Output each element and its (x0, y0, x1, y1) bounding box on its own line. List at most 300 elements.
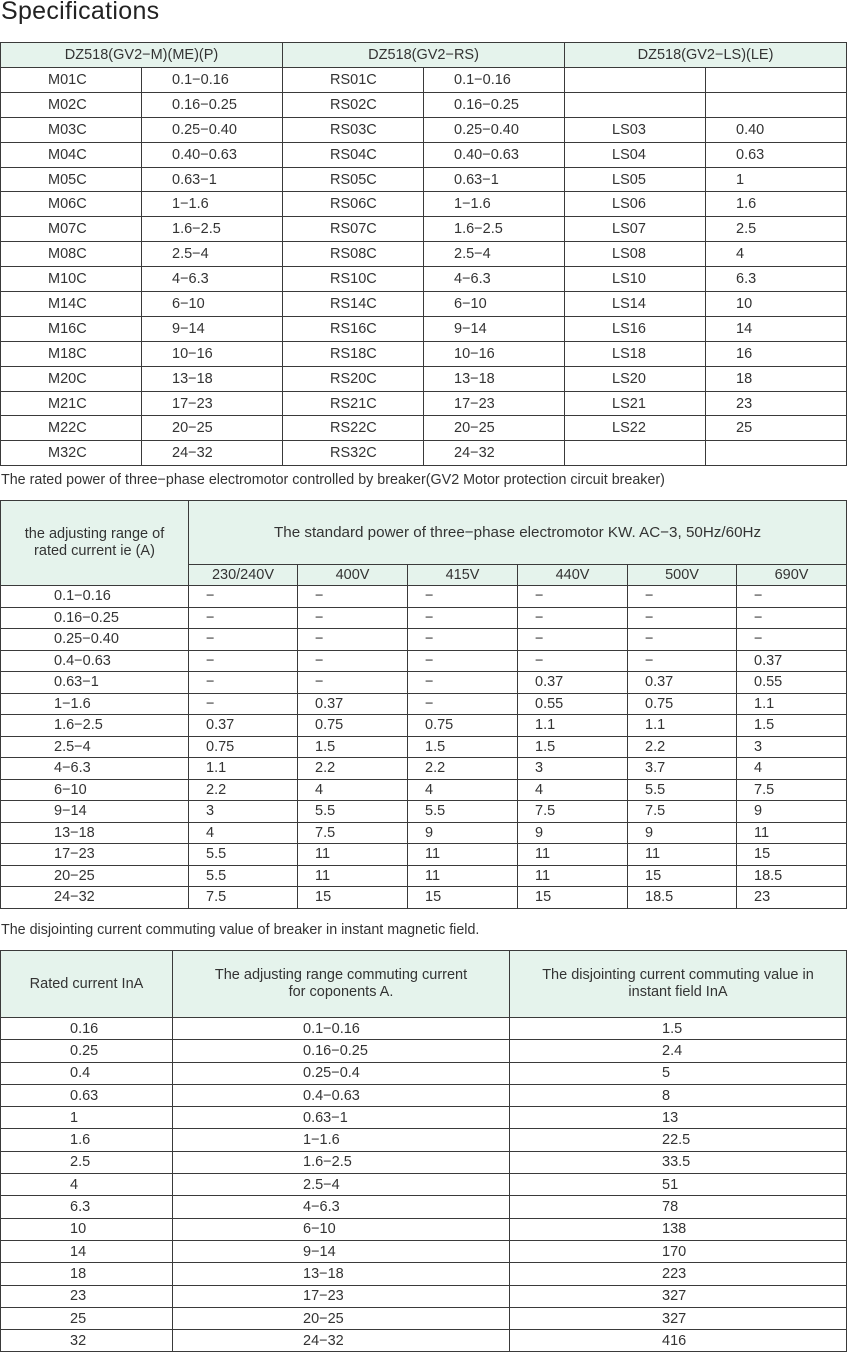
power-value-cell: − (518, 629, 628, 651)
ls-current-value: 16 (706, 341, 847, 366)
power-value-cell: 1.5 (518, 736, 628, 758)
power-value-cell: 23 (737, 887, 847, 909)
table-row (1, 822, 847, 844)
m-current-range: 0.40−0.63 (142, 142, 283, 167)
table-row (1, 267, 847, 292)
rated-current-cell: 1 (1, 1107, 173, 1129)
power-value-cell: 18.5 (628, 887, 737, 909)
ls-current-value: 2.5 (706, 217, 847, 242)
power-value-cell: 7.5 (518, 801, 628, 823)
current-range-cell: 20−25 (1, 865, 189, 887)
rs-current-range: 24−32 (424, 441, 565, 466)
table-header-row (1, 951, 847, 1018)
rated-current-cell: 0.25 (1, 1040, 173, 1062)
m-current-range: 2.5−4 (142, 242, 283, 267)
rs-current-range: 2.5−4 (424, 242, 565, 267)
power-value-cell: 7.5 (737, 779, 847, 801)
ls-current-value: 1.6 (706, 192, 847, 217)
power-value-cell: − (408, 607, 518, 629)
rs-model-code: RS20C (283, 366, 424, 391)
power-value-cell: − (628, 586, 737, 608)
power-value-cell: 1.1 (628, 715, 737, 737)
m-current-range: 1.6−2.5 (142, 217, 283, 242)
voltage-header: 500V (628, 565, 737, 586)
power-value-cell: 1.1 (737, 693, 847, 715)
ls-model-code: LS18 (565, 341, 706, 366)
adjusting-range-cell: 17−23 (173, 1285, 510, 1307)
adjusting-range-cell: 24−32 (173, 1330, 510, 1352)
ls-current-value (706, 68, 847, 93)
table-row (1, 217, 847, 242)
power-value-cell: − (628, 650, 737, 672)
rated-current-cell: 32 (1, 1330, 173, 1352)
table-row (1, 366, 847, 391)
power-value-cell: 9 (737, 801, 847, 823)
adjusting-range-cell: 0.4−0.63 (173, 1084, 510, 1106)
adjusting-range-cell: 6−10 (173, 1218, 510, 1240)
current-range-cell: 0.63−1 (1, 672, 189, 694)
power-value-cell: − (408, 672, 518, 694)
power-value-cell: 9 (408, 822, 518, 844)
m-model-code: M14C (1, 292, 142, 317)
power-value-cell: 3 (737, 736, 847, 758)
disjointing-value-cell: 5 (510, 1062, 847, 1084)
ls-model-code: LS16 (565, 316, 706, 341)
rs-model-code: RS18C (283, 341, 424, 366)
m-current-range: 0.25−0.40 (142, 117, 283, 142)
ls-model-code: LS10 (565, 267, 706, 292)
ls-current-value: 6.3 (706, 267, 847, 292)
rated-power-caption: The rated power of three−phase electromotor controlled by breaker(GV2 Motor protection circuit breaker) (1, 472, 665, 488)
adjusting-range-cell: 0.1−0.16 (173, 1018, 510, 1040)
table-row (1, 167, 847, 192)
table-row (1, 416, 847, 441)
disjointing-value-cell: 138 (510, 1218, 847, 1240)
table-row (1, 192, 847, 217)
m-model-code: M06C (1, 192, 142, 217)
table-row (1, 844, 847, 866)
power-value-cell: 3 (518, 758, 628, 780)
power-value-cell: 15 (298, 887, 408, 909)
standard-power-header: The standard power of three−phase electromotor KW. AC−3, 50Hz/60Hz (189, 501, 847, 565)
power-value-cell: − (518, 650, 628, 672)
power-value-cell: − (737, 629, 847, 651)
table-row (1, 1263, 847, 1285)
power-value-cell: 4 (189, 822, 298, 844)
rs-model-code: RS14C (283, 292, 424, 317)
adjusting-range-commuting-header: The adjusting range commuting current for coponents A. (173, 951, 510, 1018)
power-value-cell: − (408, 650, 518, 672)
power-value-cell: 4 (298, 779, 408, 801)
table-row (1, 1062, 847, 1084)
power-value-cell: 0.37 (518, 672, 628, 694)
m-current-range: 0.63−1 (142, 167, 283, 192)
rs-model-code: RS08C (283, 242, 424, 267)
rated-current-cell: 0.4 (1, 1062, 173, 1084)
rated-current-cell: 18 (1, 1263, 173, 1285)
rs-model-code: RS06C (283, 192, 424, 217)
power-value-cell: 4 (737, 758, 847, 780)
m-current-range: 20−25 (142, 416, 283, 441)
power-value-cell: 4 (518, 779, 628, 801)
power-value-cell: 1.1 (189, 758, 298, 780)
power-value-cell: 9 (628, 822, 737, 844)
disjointing-value-cell: 223 (510, 1263, 847, 1285)
voltage-header: 415V (408, 565, 518, 586)
m-current-range: 9−14 (142, 316, 283, 341)
m-model-code: M22C (1, 416, 142, 441)
power-value-cell: − (408, 629, 518, 651)
table-row (1, 341, 847, 366)
m-model-code: M07C (1, 217, 142, 242)
adjusting-range-cell: 1−1.6 (173, 1129, 510, 1151)
m-model-code: M10C (1, 267, 142, 292)
adjusting-range-cell: 1.6−2.5 (173, 1151, 510, 1173)
ls-current-value: 23 (706, 391, 847, 416)
power-value-cell: 5.5 (628, 779, 737, 801)
power-value-cell: 11 (408, 865, 518, 887)
table-row (1, 1107, 847, 1129)
disjointing-value-cell: 170 (510, 1240, 847, 1262)
current-range-cell: 0.4−0.63 (1, 650, 189, 672)
power-value-cell: 7.5 (628, 801, 737, 823)
adjusting-range-cell: 20−25 (173, 1307, 510, 1329)
table-row (1, 242, 847, 267)
m-model-code: M21C (1, 391, 142, 416)
rated-current-cell: 0.16 (1, 1018, 173, 1040)
table-row (1, 441, 847, 466)
power-value-cell: − (298, 672, 408, 694)
current-range-cell: 1.6−2.5 (1, 715, 189, 737)
power-value-cell: − (298, 650, 408, 672)
power-value-cell: 7.5 (189, 887, 298, 909)
ls-current-value: 14 (706, 316, 847, 341)
table-row (1, 92, 847, 117)
ls-model-code: LS04 (565, 142, 706, 167)
current-range-cell: 0.16−0.25 (1, 607, 189, 629)
power-value-cell: 0.37 (737, 650, 847, 672)
rated-current-cell: 25 (1, 1307, 173, 1329)
table-header-row (1, 43, 847, 68)
m-current-range: 24−32 (142, 441, 283, 466)
rs-current-range: 0.40−0.63 (424, 142, 565, 167)
adjusting-range-cell: 9−14 (173, 1240, 510, 1262)
disjointing-value-cell: 2.4 (510, 1040, 847, 1062)
table-row (1, 1240, 847, 1262)
rs-current-range: 17−23 (424, 391, 565, 416)
rated-current-header: Rated current InA (1, 951, 173, 1018)
power-value-cell: 5.5 (408, 801, 518, 823)
table-row (1, 1285, 847, 1307)
table-row (1, 316, 847, 341)
power-value-cell: 0.75 (628, 693, 737, 715)
rs-current-range: 4−6.3 (424, 267, 565, 292)
rs-current-range: 10−16 (424, 341, 565, 366)
ls-current-value (706, 441, 847, 466)
adjusting-range-cell: 2.5−4 (173, 1174, 510, 1196)
table-row (1, 292, 847, 317)
rs-current-range: 13−18 (424, 366, 565, 391)
table-row (1, 1040, 847, 1062)
power-value-cell: 11 (628, 844, 737, 866)
disjointing-value-cell: 22.5 (510, 1129, 847, 1151)
table-row (1, 736, 847, 758)
power-value-cell: − (518, 607, 628, 629)
table-row (1, 1307, 847, 1329)
adjusting-range-cell: 13−18 (173, 1263, 510, 1285)
rs-current-range: 0.1−0.16 (424, 68, 565, 93)
current-range-cell: 0.1−0.16 (1, 586, 189, 608)
power-value-cell: − (628, 629, 737, 651)
rs-model-code: RS04C (283, 142, 424, 167)
power-value-cell: 0.75 (189, 736, 298, 758)
current-range-cell: 17−23 (1, 844, 189, 866)
rs-model-code: RS21C (283, 391, 424, 416)
ls-model-code (565, 92, 706, 117)
disjointing-value-cell: 33.5 (510, 1151, 847, 1173)
voltage-header: 690V (737, 565, 847, 586)
ls-current-value: 25 (706, 416, 847, 441)
model-specifications-table (0, 42, 847, 466)
table-row (1, 715, 847, 737)
ls-current-value: 0.40 (706, 117, 847, 142)
power-value-cell: − (298, 607, 408, 629)
ls-model-code: LS22 (565, 416, 706, 441)
current-range-cell: 24−32 (1, 887, 189, 909)
power-value-cell: − (298, 586, 408, 608)
disjointing-value-cell: 1.5 (510, 1018, 847, 1040)
rs-model-code: RS10C (283, 267, 424, 292)
rs-model-code: RS02C (283, 92, 424, 117)
power-value-cell: − (189, 693, 298, 715)
power-value-cell: − (189, 672, 298, 694)
disjointing-value-cell: 8 (510, 1084, 847, 1106)
current-range-cell: 1−1.6 (1, 693, 189, 715)
m-model-code: M05C (1, 167, 142, 192)
rs-current-range: 9−14 (424, 316, 565, 341)
rs-current-range: 0.63−1 (424, 167, 565, 192)
adjusting-range-cell: 0.25−0.4 (173, 1062, 510, 1084)
adjusting-range-cell: 4−6.3 (173, 1196, 510, 1218)
power-value-cell: − (408, 693, 518, 715)
ls-model-code: LS07 (565, 217, 706, 242)
ls-model-code (565, 441, 706, 466)
power-value-cell: 2.2 (408, 758, 518, 780)
power-value-cell: 1.1 (518, 715, 628, 737)
ls-model-code (565, 68, 706, 93)
disjointing-value-cell: 416 (510, 1330, 847, 1352)
table-row (1, 391, 847, 416)
adjusting-range-cell: 0.16−0.25 (173, 1040, 510, 1062)
rs-model-code: RS05C (283, 167, 424, 192)
column-header-gv2-rs: DZ518(GV2−RS) (283, 43, 565, 68)
ls-current-value: 10 (706, 292, 847, 317)
table-row (1, 1330, 847, 1352)
power-value-cell: 2.2 (189, 779, 298, 801)
power-value-cell: 0.37 (189, 715, 298, 737)
m-current-range: 0.16−0.25 (142, 92, 283, 117)
m-current-range: 4−6.3 (142, 267, 283, 292)
power-value-cell: 2.2 (628, 736, 737, 758)
disjointing-value-cell: 78 (510, 1196, 847, 1218)
ls-current-value: 18 (706, 366, 847, 391)
power-value-cell: 3 (189, 801, 298, 823)
rs-current-range: 0.25−0.40 (424, 117, 565, 142)
m-model-code: M08C (1, 242, 142, 267)
ls-model-code: LS03 (565, 117, 706, 142)
current-range-cell: 13−18 (1, 822, 189, 844)
table-row (1, 1129, 847, 1151)
column-header-gv2-m: DZ518(GV2−M)(ME)(P) (1, 43, 283, 68)
ls-model-code: LS14 (565, 292, 706, 317)
power-value-cell: 9 (518, 822, 628, 844)
power-value-cell: − (189, 607, 298, 629)
power-value-cell: − (628, 607, 737, 629)
rated-current-cell: 23 (1, 1285, 173, 1307)
rs-model-code: RS01C (283, 68, 424, 93)
power-value-cell: 4 (408, 779, 518, 801)
rated-current-cell: 14 (1, 1240, 173, 1262)
power-value-cell: − (189, 629, 298, 651)
disjointing-value-cell: 51 (510, 1174, 847, 1196)
power-value-cell: 0.75 (408, 715, 518, 737)
adjusting-range-cell: 0.63−1 (173, 1107, 510, 1129)
table-row (1, 68, 847, 93)
power-value-cell: − (189, 650, 298, 672)
rs-model-code: RS16C (283, 316, 424, 341)
rs-current-range: 20−25 (424, 416, 565, 441)
table-row (1, 779, 847, 801)
current-range-cell: 2.5−4 (1, 736, 189, 758)
power-value-cell: 15 (628, 865, 737, 887)
power-value-cell: 3.7 (628, 758, 737, 780)
table-row (1, 1174, 847, 1196)
current-range-cell: 4−6.3 (1, 758, 189, 780)
power-value-cell: 5.5 (298, 801, 408, 823)
ls-model-code: LS20 (565, 366, 706, 391)
page-title: Specifications (1, 0, 160, 25)
disjointing-current-table (0, 950, 847, 1352)
current-range-cell: 6−10 (1, 779, 189, 801)
table-header-row (1, 501, 847, 565)
rated-current-cell: 0.63 (1, 1084, 173, 1106)
power-value-cell: 0.75 (298, 715, 408, 737)
disjointing-value-cell: 327 (510, 1285, 847, 1307)
power-value-cell: 18.5 (737, 865, 847, 887)
table-row (1, 1018, 847, 1040)
power-value-cell: − (189, 586, 298, 608)
rs-model-code: RS03C (283, 117, 424, 142)
m-model-code: M32C (1, 441, 142, 466)
ls-current-value: 1 (706, 167, 847, 192)
ls-current-value (706, 92, 847, 117)
table-row (1, 865, 847, 887)
adjusting-range-header: the adjusting range of rated current ie (A) (1, 501, 189, 586)
rated-power-table (0, 500, 847, 909)
table-row (1, 672, 847, 694)
power-value-cell: 1.5 (298, 736, 408, 758)
voltage-header: 230/240V (189, 565, 298, 586)
power-value-cell: 2.2 (298, 758, 408, 780)
m-model-code: M16C (1, 316, 142, 341)
table-row (1, 1196, 847, 1218)
rs-current-range: 1.6−2.5 (424, 217, 565, 242)
power-value-cell: 1.5 (408, 736, 518, 758)
ls-current-value: 4 (706, 242, 847, 267)
rated-current-cell: 2.5 (1, 1151, 173, 1173)
column-header-gv2-ls: DZ518(GV2−LS)(LE) (565, 43, 847, 68)
power-value-cell: 11 (408, 844, 518, 866)
power-value-cell: 0.37 (298, 693, 408, 715)
rs-current-range: 6−10 (424, 292, 565, 317)
m-model-code: M04C (1, 142, 142, 167)
m-model-code: M02C (1, 92, 142, 117)
power-value-cell: 1.5 (737, 715, 847, 737)
m-current-range: 1−1.6 (142, 192, 283, 217)
rs-current-range: 0.16−0.25 (424, 92, 565, 117)
power-value-cell: − (737, 607, 847, 629)
disjointing-value-header: The disjointing current commuting value in instant field InA (510, 951, 847, 1018)
voltage-header: 440V (518, 565, 628, 586)
power-value-cell: 15 (737, 844, 847, 866)
table-row (1, 629, 847, 651)
power-value-cell: 5.5 (189, 865, 298, 887)
m-current-range: 0.1−0.16 (142, 68, 283, 93)
m-current-range: 10−16 (142, 341, 283, 366)
power-value-cell: − (408, 586, 518, 608)
ls-model-code: LS21 (565, 391, 706, 416)
power-value-cell: 11 (298, 865, 408, 887)
m-current-range: 6−10 (142, 292, 283, 317)
power-value-cell: 15 (518, 887, 628, 909)
rs-model-code: RS22C (283, 416, 424, 441)
ls-model-code: LS05 (565, 167, 706, 192)
table-row (1, 117, 847, 142)
power-value-cell: 5.5 (189, 844, 298, 866)
m-current-range: 17−23 (142, 391, 283, 416)
ls-current-value: 0.63 (706, 142, 847, 167)
power-value-cell: − (737, 586, 847, 608)
current-range-cell: 9−14 (1, 801, 189, 823)
power-value-cell: − (518, 586, 628, 608)
table-row (1, 1084, 847, 1106)
power-value-cell: 11 (518, 865, 628, 887)
m-model-code: M18C (1, 341, 142, 366)
power-value-cell: 11 (737, 822, 847, 844)
rated-current-cell: 6.3 (1, 1196, 173, 1218)
disjointing-caption: The disjointing current commuting value of breaker in instant magnetic field. (1, 922, 480, 938)
power-value-cell: 0.55 (737, 672, 847, 694)
disjointing-value-cell: 327 (510, 1307, 847, 1329)
m-model-code: M20C (1, 366, 142, 391)
rated-current-cell: 4 (1, 1174, 173, 1196)
power-value-cell: 7.5 (298, 822, 408, 844)
table-row (1, 607, 847, 629)
power-value-cell: 11 (298, 844, 408, 866)
rated-current-cell: 1.6 (1, 1129, 173, 1151)
power-value-cell: 0.37 (628, 672, 737, 694)
power-value-cell: 11 (518, 844, 628, 866)
rs-model-code: RS32C (283, 441, 424, 466)
rs-model-code: RS07C (283, 217, 424, 242)
rated-current-cell: 10 (1, 1218, 173, 1240)
table-row (1, 1218, 847, 1240)
m-current-range: 13−18 (142, 366, 283, 391)
table-row (1, 801, 847, 823)
power-value-cell: − (298, 629, 408, 651)
voltage-header: 400V (298, 565, 408, 586)
table-row (1, 1151, 847, 1173)
